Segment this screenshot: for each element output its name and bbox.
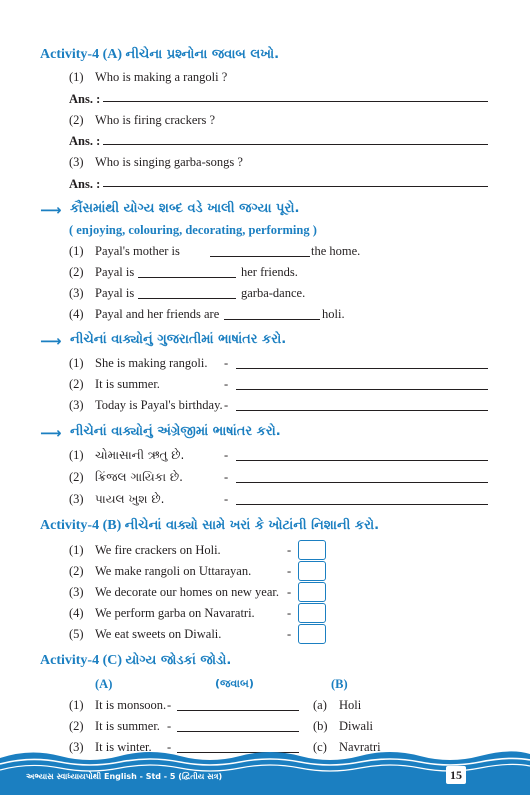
activity-b-heading xyxy=(40,518,379,534)
blank-line-2[interactable] xyxy=(138,277,236,278)
question-2: (2) Who is firing crackers ? xyxy=(69,113,216,127)
fill-item-4: (4) Payal and her friends are xyxy=(69,307,220,321)
translate-line-en-3[interactable] xyxy=(236,504,488,505)
dash: - xyxy=(224,398,229,412)
fill-item-3: (3) Payal is xyxy=(69,286,135,300)
match-line-2[interactable] xyxy=(177,731,299,732)
dash: - xyxy=(287,543,292,557)
answer-label-3: Ans. : xyxy=(69,177,101,191)
translate-line-gu-1[interactable] xyxy=(236,368,488,369)
answer-box-4[interactable] xyxy=(298,603,326,623)
translate-gu-item-3: (3) Today is Payal's birthday. xyxy=(69,398,223,412)
answer-line-3[interactable] xyxy=(103,186,488,187)
activity-c-instruction: યોગ્ય જોડકાં જોડો. xyxy=(125,653,232,668)
tf-item-4: (4) We perform garba on Navaratri. xyxy=(69,606,255,620)
match-item-3: (3) It is winter. xyxy=(69,740,152,754)
match-item-2: (2) It is summer. xyxy=(69,719,160,733)
right-arrow-icon: ⟶ xyxy=(40,201,62,219)
question-3: (3) Who is singing garba-songs ? xyxy=(69,155,243,169)
tf-item-2: (2) We make rangoli on Uttarayan. xyxy=(69,564,252,578)
answer-label-1: Ans. : xyxy=(69,92,101,106)
translate-gu-heading: નીચેનાં વાક્યોનું ગુજરાતીમાં ભાષાંતર કરો. xyxy=(70,332,287,347)
match-item-1: (1) It is monsoon. xyxy=(69,698,167,712)
translate-line-en-1[interactable] xyxy=(236,460,488,461)
answer-box-1[interactable] xyxy=(298,540,326,560)
dash: - xyxy=(167,740,172,754)
activity-c-label: Activity-4 (C) xyxy=(40,653,123,668)
match-option-a: (a) Holi xyxy=(313,698,362,712)
right-arrow-icon: ⟶ xyxy=(40,424,62,442)
word-options: ( enjoying, colouring, decorating, performing ) xyxy=(69,223,317,237)
answer-line-1[interactable] xyxy=(103,101,488,102)
translate-en-item-2: (2) ક્રિંજલ ગાયિકા છે. xyxy=(69,470,183,484)
activity-a-label: Activity-4 (A) xyxy=(40,47,123,62)
translate-en-heading: નીચેનાં વાક્યોનું અંગ્રેજીમાં ભાષાંતર કરો. xyxy=(70,424,281,439)
fill-item-2: (2) Payal is xyxy=(69,265,135,279)
tf-item-5: (5) We eat sweets on Diwali. xyxy=(69,627,222,641)
translate-line-gu-3[interactable] xyxy=(236,410,488,411)
column-b-header: (B) xyxy=(331,677,348,691)
dash: - xyxy=(167,719,172,733)
translate-line-gu-2[interactable] xyxy=(236,389,488,390)
fill-after-4: holi. xyxy=(322,307,345,321)
dash: - xyxy=(287,627,292,641)
page-number: 15 xyxy=(446,766,466,784)
blank-line-1[interactable] xyxy=(210,256,310,257)
activity-b-label: Activity-4 (B) xyxy=(40,518,122,533)
translate-gu-item-1: (1) She is making rangoli. xyxy=(69,356,208,370)
tf-item-3: (3) We decorate our homes on new year. xyxy=(69,585,279,599)
dash: - xyxy=(167,698,172,712)
answer-box-5[interactable] xyxy=(298,624,326,644)
dash: - xyxy=(287,564,292,578)
dash: - xyxy=(224,377,229,391)
dash: - xyxy=(224,470,229,484)
footer-book-title: અભ્યાસ સ્વાધ્યાયપોથી English - Std - 5 (દ્વિતીય સત્ર) xyxy=(26,772,223,781)
dash: - xyxy=(224,492,229,506)
activity-a-heading xyxy=(40,47,279,63)
question-1: (1) Who is making a rangoli ? xyxy=(69,70,228,84)
tf-item-1: (1) We fire crackers on Holi. xyxy=(69,543,221,557)
match-option-b: (b) Diwali xyxy=(313,719,374,733)
dash: - xyxy=(224,356,229,370)
fill-blanks-heading: કૌંસમાંથી યોગ્ય શબ્દ વડે ખાલી જગ્યા પૂરો. xyxy=(70,201,300,216)
answer-box-3[interactable] xyxy=(298,582,326,602)
answer-line-2[interactable] xyxy=(103,144,488,145)
column-a-header: (A) xyxy=(95,677,113,691)
translate-line-en-2[interactable] xyxy=(236,482,488,483)
activity-c-heading xyxy=(40,653,231,669)
activity-b-instruction: નીચેનાં વાક્યો સામે ખરાં કે ખોટાંની નિશાની કરો. xyxy=(124,518,380,533)
fill-after-1: the home. xyxy=(311,244,361,258)
answer-label-2: Ans. : xyxy=(69,134,101,148)
blank-line-3[interactable] xyxy=(138,298,236,299)
fill-after-3: garba-dance. xyxy=(241,286,306,300)
blank-line-4[interactable] xyxy=(224,319,320,320)
translate-en-item-1: (1) ચોમાસાની ઋતુ છે. xyxy=(69,448,185,462)
right-arrow-icon: ⟶ xyxy=(40,332,62,350)
match-option-c: (c) Navratri xyxy=(313,740,381,754)
fill-after-2: her friends. xyxy=(241,265,298,279)
fill-item-1: (1) Payal's mother is xyxy=(69,244,180,258)
match-line-1[interactable] xyxy=(177,710,299,711)
dash: - xyxy=(224,448,229,462)
answer-box-2[interactable] xyxy=(298,561,326,581)
dash: - xyxy=(287,585,292,599)
translate-gu-item-2: (2) It is summer. xyxy=(69,377,160,391)
column-answer-header: (જવાબ) xyxy=(215,677,254,690)
translate-en-item-3: (3) પાયલ ખુશ છે. xyxy=(69,492,165,506)
dash: - xyxy=(287,606,292,620)
activity-a-instruction: નીચેના પ્રશ્નોના જવાબ લખો. xyxy=(125,47,280,62)
